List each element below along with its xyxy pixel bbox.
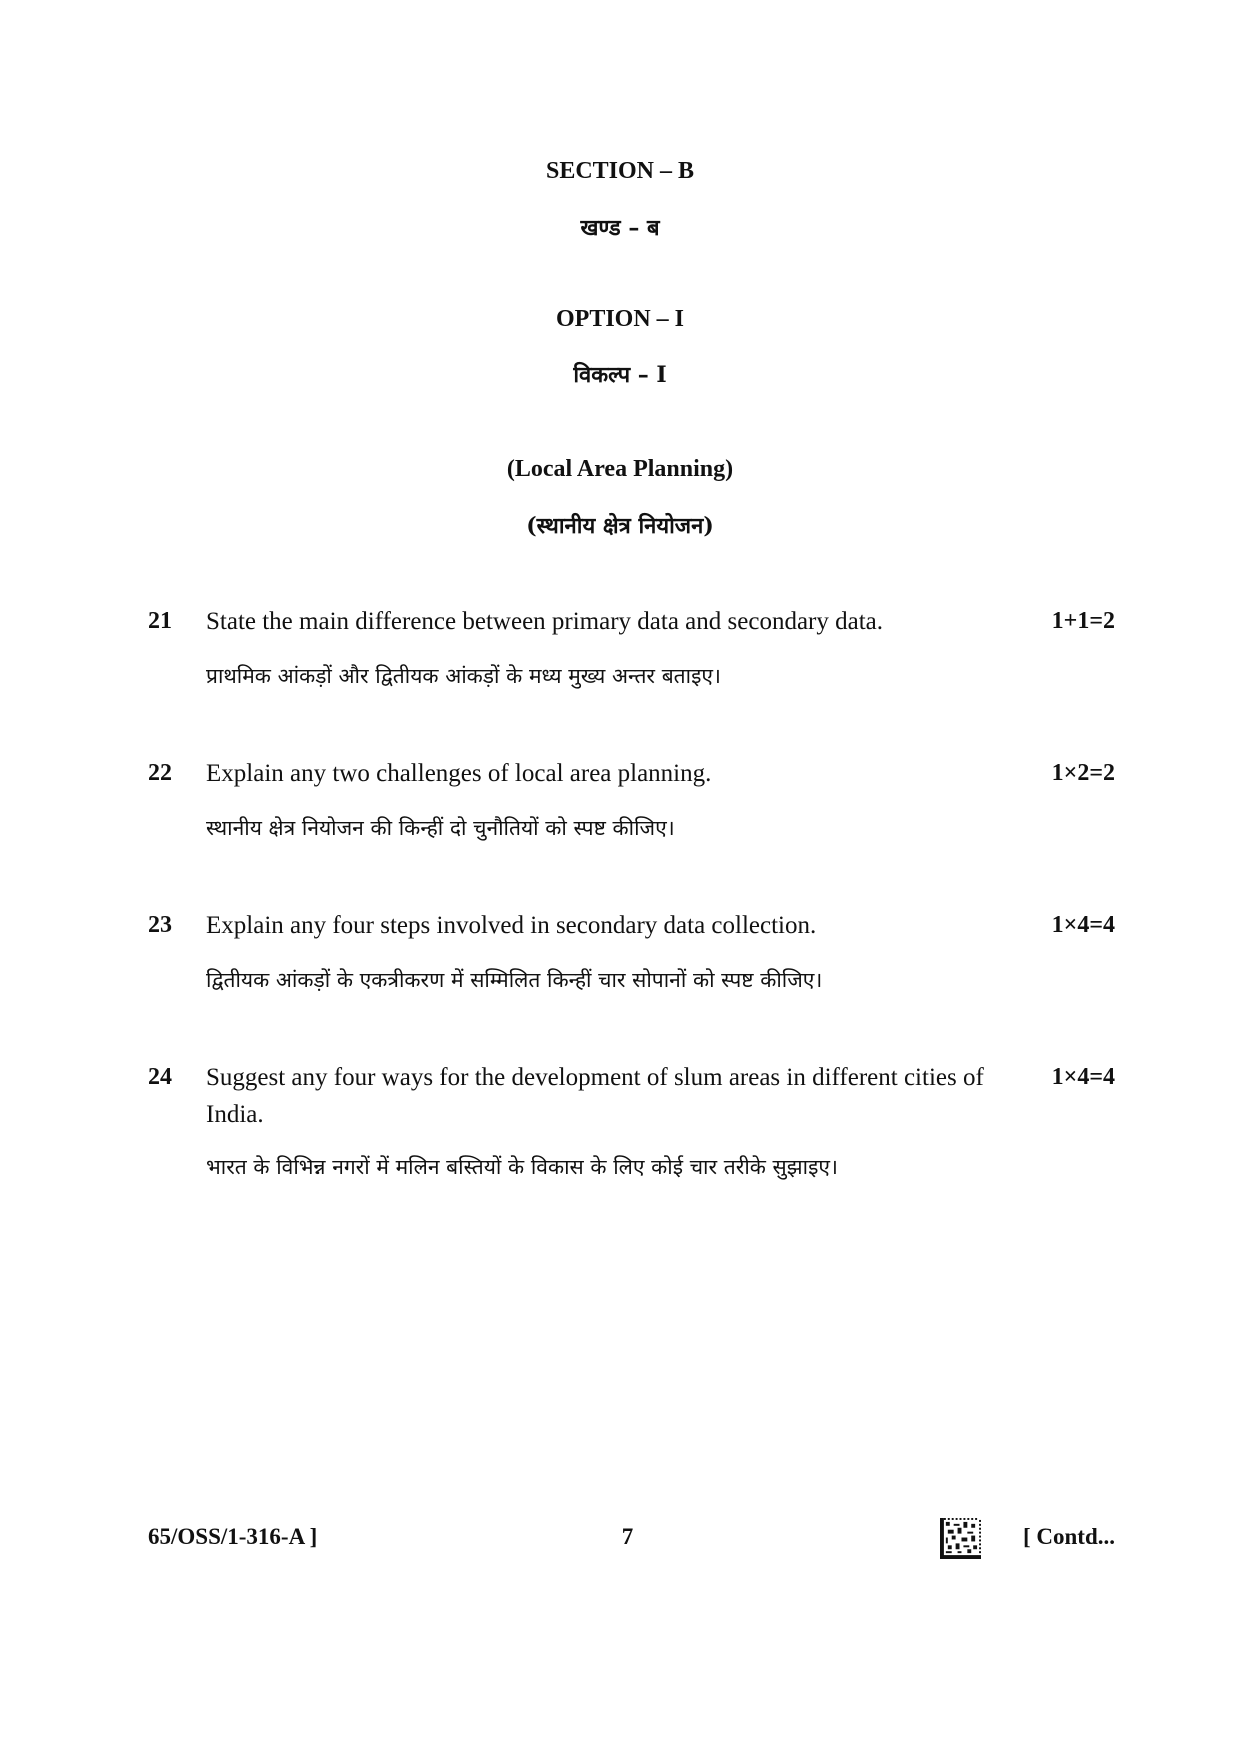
section-title-hindi: खण्ड – ब (580, 215, 660, 241)
option-title-hindi: विकल्प – I (573, 362, 667, 388)
topic-title-hindi: (स्थानीय क्षेत्र नियोजन) (526, 513, 714, 539)
qr-code-icon (940, 1518, 981, 1559)
question-marks: 1×4=4 (1051, 1064, 1115, 1090)
question-text-en: State the main difference between primary data and secondary data. (206, 608, 884, 635)
question-marks: 1+1=2 (1051, 608, 1115, 634)
question-text-en: Explain any four steps involved in secondary data collection. (206, 912, 817, 939)
question-number: 21 (148, 608, 172, 634)
paper-code: 65/OSS/1-316-A ] (148, 1524, 318, 1549)
question-number: 24 (148, 1064, 172, 1090)
question-marks: 1×4=4 (1051, 912, 1115, 938)
topic-title: (Local Area Planning) (506, 456, 734, 482)
section-title: SECTION – B (545, 158, 695, 184)
question-marks: 1×2=2 (1051, 760, 1115, 786)
question-number: 23 (148, 912, 172, 938)
continued-label: [ Contd... (1022, 1524, 1115, 1549)
question-text-en: Explain any two challenges of local area planning. (206, 760, 712, 787)
question-text-hi: प्राथमिक आंकड़ों और द्वितीयक आंकड़ों के मध्य मुख्य अन्तर बताइए। (206, 664, 721, 688)
question-number: 22 (148, 760, 172, 786)
question-text-hi: द्वितीयक आंकड़ों के एकत्रीकरण में सम्मिलित किन्हीं चार सोपानों को स्पष्ट कीजिए। (206, 968, 823, 992)
question-text-hi: भारत के विभिन्न नगरों में मलिन बस्तियों के विकास के लिए कोई चार तरीके सुझाइए। (206, 1155, 838, 1179)
option-title: OPTION – I (555, 306, 684, 332)
page-number: 7 (621, 1524, 634, 1549)
question-text-en: Suggest any four ways for the development of slum areas in different cities of India. (206, 1064, 984, 1128)
question-text-hi: स्थानीय क्षेत्र नियोजन की किन्हीं दो चुनौतियों को स्पष्ट कीजिए। (206, 816, 675, 840)
